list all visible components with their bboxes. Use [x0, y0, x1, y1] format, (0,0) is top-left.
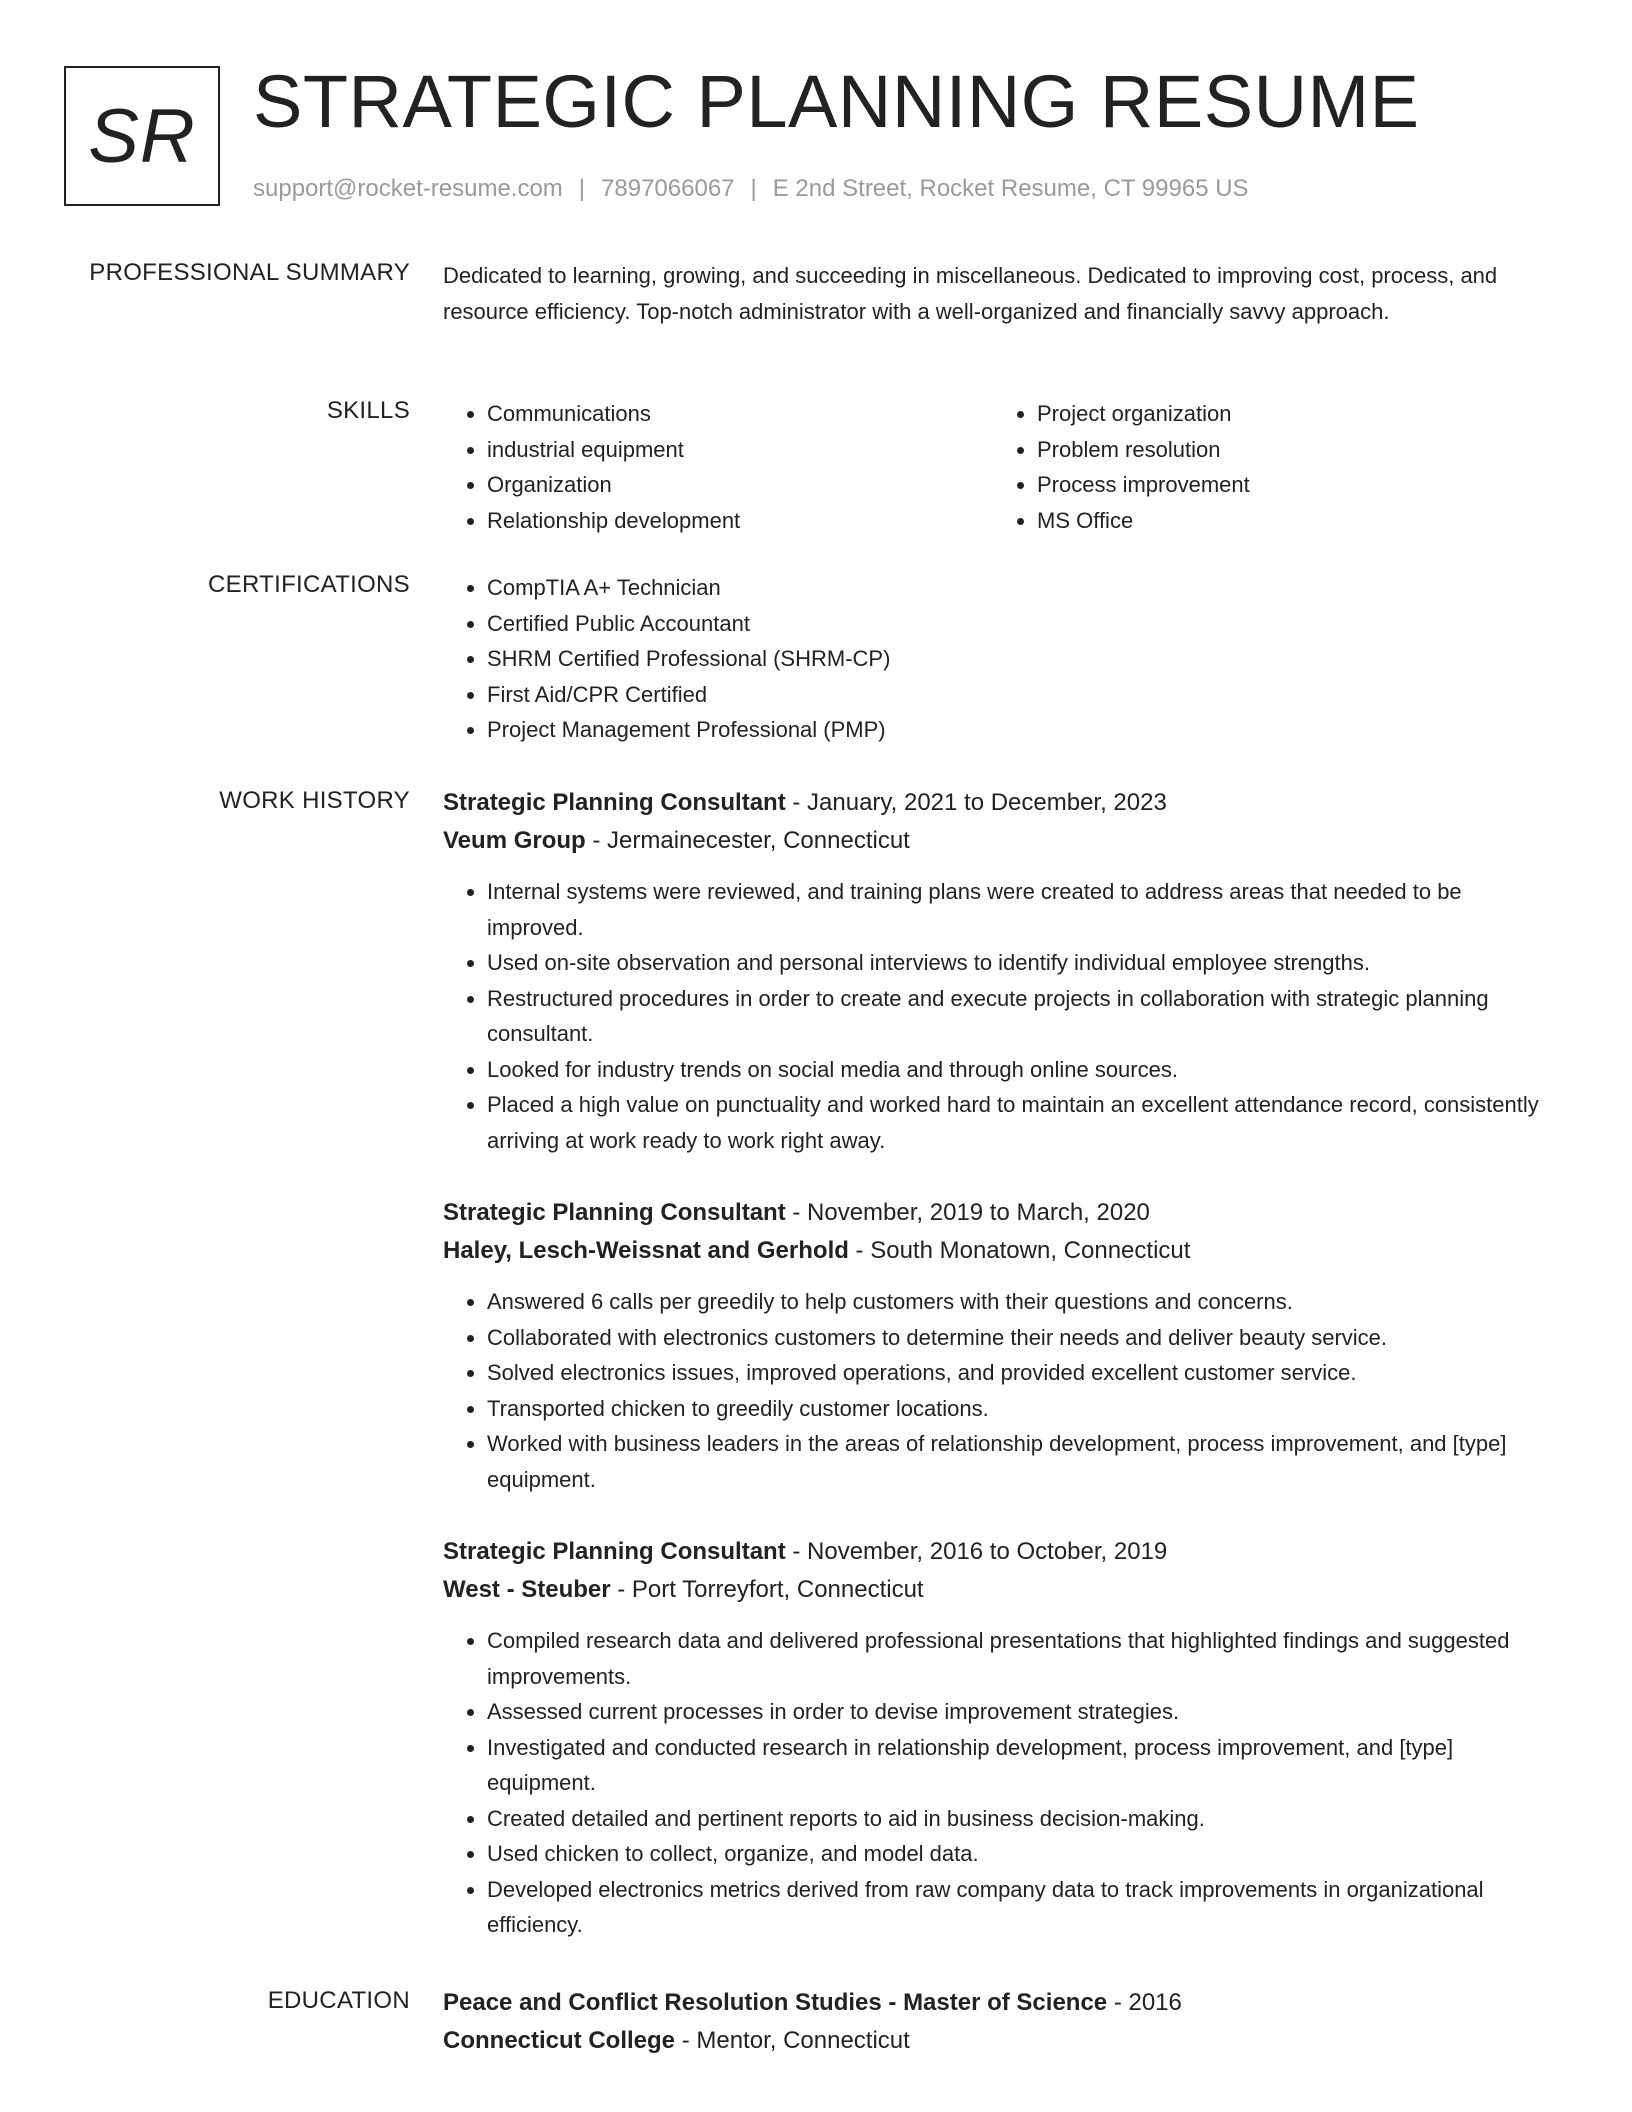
contact-line — [253, 174, 1249, 204]
skill-item: • MS Office — [1037, 503, 1543, 539]
education-body — [443, 1984, 1543, 2060]
job-bullet: • Assessed current processes in order to devise improvement strategies. — [487, 1694, 1543, 1730]
job-bullet: • Used on-site observation and personal interviews to identify individual employee strengths. — [487, 945, 1543, 981]
job-location: - Jermainecester, Connecticut — [585, 827, 910, 854]
education-degree-line — [443, 1984, 1543, 2022]
contact-phone: 7897066067 — [601, 175, 735, 202]
job-bullet: • Looked for industry trends on social media and through online sources. — [487, 1052, 1543, 1088]
section-label-education: EDUCATION — [267, 1987, 410, 2014]
job-title: Strategic Planning Consultant — [443, 1538, 786, 1565]
job-bullet: • Solved electronics issues, improved operations, and provided excellent customer service. — [487, 1355, 1543, 1391]
education-school: Connecticut College — [443, 2027, 676, 2054]
education-degree: Peace and Conflict Resolution Studies - Master of Science — [443, 1989, 1108, 2016]
certification-item: • SHRM Certified Professional (SHRM-CP) — [487, 641, 1543, 677]
skills-list-left — [443, 396, 993, 538]
job-company-line — [443, 1571, 1543, 1609]
job-company-line — [443, 1232, 1543, 1270]
job-company: Veum Group — [443, 827, 586, 854]
skill-item: • Project organization — [1037, 396, 1543, 432]
contact-email: support@rocket-resume.com — [253, 175, 563, 202]
section-label-work-history: WORK HISTORY — [219, 787, 410, 814]
skill-item: • Relationship development — [487, 503, 993, 539]
resume-title: STRATEGIC PLANNING RESUME — [253, 60, 1420, 143]
education-year: - 2016 — [1107, 1989, 1182, 2016]
job-bullet: • Internal systems were reviewed, and training plans were created to address areas that needed to be improved. — [487, 874, 1543, 945]
certification-item: • Project Management Professional (PMP) — [487, 712, 1543, 748]
job-company: Haley, Lesch-Weissnat and Gerhold — [443, 1237, 849, 1264]
section-label-certifications: CERTIFICATIONS — [208, 571, 410, 598]
education-location: - Mentor, Connecticut — [675, 2027, 910, 2054]
skill-item: • Organization — [487, 467, 993, 503]
section-label-skills: SKILLS — [326, 397, 410, 424]
certification-item: • Certified Public Accountant — [487, 606, 1543, 642]
job-bullet: • Developed electronics metrics derived from raw company data to track improvements in organizational efficiency. — [487, 1872, 1543, 1943]
certification-item: • First Aid/CPR Certified — [487, 677, 1543, 713]
job-title-line — [443, 1194, 1543, 1232]
contact-separator: | — [578, 175, 586, 202]
certifications-list — [443, 570, 1543, 748]
skill-item: • Problem resolution — [1037, 432, 1543, 468]
job-bullets — [443, 1623, 1543, 1943]
job-bullet: • Used chicken to collect, organize, and model data. — [487, 1836, 1543, 1872]
job-dates: - January, 2021 to December, 2023 — [785, 789, 1167, 816]
job-entry — [443, 784, 1543, 1158]
skills-body — [443, 396, 1543, 538]
contact-separator: | — [750, 175, 757, 202]
job-company-line — [443, 822, 1543, 860]
job-bullet: • Transported chicken to greedily customer locations. — [487, 1391, 1543, 1427]
job-bullets — [443, 874, 1543, 1158]
skill-item: • Process improvement — [1037, 467, 1543, 503]
job-bullet: • Compiled research data and delivered professional presentations that highlighted findings and suggested improvements. — [487, 1623, 1543, 1694]
job-bullet: • Investigated and conducted research in relationship development, process improvement, and [type] equipment. — [487, 1730, 1543, 1801]
job-bullets — [443, 1284, 1543, 1497]
job-title: Strategic Planning Consultant — [443, 1199, 786, 1226]
job-bullet: • Placed a high value on punctuality and worked hard to maintain an excellent attendance record, consistently arriving at work ready to work right away. — [487, 1087, 1543, 1158]
job-title-line — [443, 784, 1543, 822]
summary-text: Dedicated to learning, growing, and succeeding in miscellaneous. Dedicated to improving cost, process, and resource efficiency. Top-notch administrator with a well-organized and financially savvy approach. — [443, 263, 1498, 324]
job-title: Strategic Planning Consultant — [443, 789, 786, 816]
job-bullet: • Restructured procedures in order to create and execute projects in collaboration with strategic planning consultant. — [487, 981, 1543, 1052]
job-location: - Port Torreyfort, Connecticut — [610, 1576, 924, 1603]
contact-address: E 2nd Street, Rocket Resume, CT 99965 US — [772, 175, 1249, 202]
skills-list-right — [993, 396, 1543, 538]
section-label-summary: PROFESSIONAL SUMMARY — [89, 259, 410, 286]
job-bullet: • Created detailed and pertinent reports to aid in business decision-making. — [487, 1801, 1543, 1837]
skills-grid — [443, 396, 1543, 538]
certification-item: • CompTIA A+ Technician — [487, 570, 1543, 606]
job-location: - South Monatown, Connecticut — [848, 1237, 1191, 1264]
job-entry — [443, 1194, 1543, 1497]
certifications-body — [443, 570, 1543, 748]
job-bullet: • Worked with business leaders in the areas of relationship development, process improvement, and [type] equipment. — [487, 1426, 1543, 1497]
monogram-logo: SR — [64, 66, 220, 206]
work-history-body — [443, 784, 1543, 1979]
job-dates: - November, 2016 to October, 2019 — [785, 1538, 1168, 1565]
job-entry — [443, 1533, 1543, 1943]
summary-body — [443, 258, 1543, 329]
skill-item: • industrial equipment — [487, 432, 993, 468]
job-title-line — [443, 1533, 1543, 1571]
skill-item: • Communications — [487, 396, 993, 432]
job-bullet: • Collaborated with electronics customers to determine their needs and deliver beauty service. — [487, 1320, 1543, 1356]
job-company: West - Steuber — [443, 1576, 611, 1603]
job-dates: - November, 2019 to March, 2020 — [785, 1199, 1150, 1226]
job-bullet: • Answered 6 calls per greedily to help customers with their questions and concerns. — [487, 1284, 1543, 1320]
education-school-line — [443, 2022, 1543, 2060]
